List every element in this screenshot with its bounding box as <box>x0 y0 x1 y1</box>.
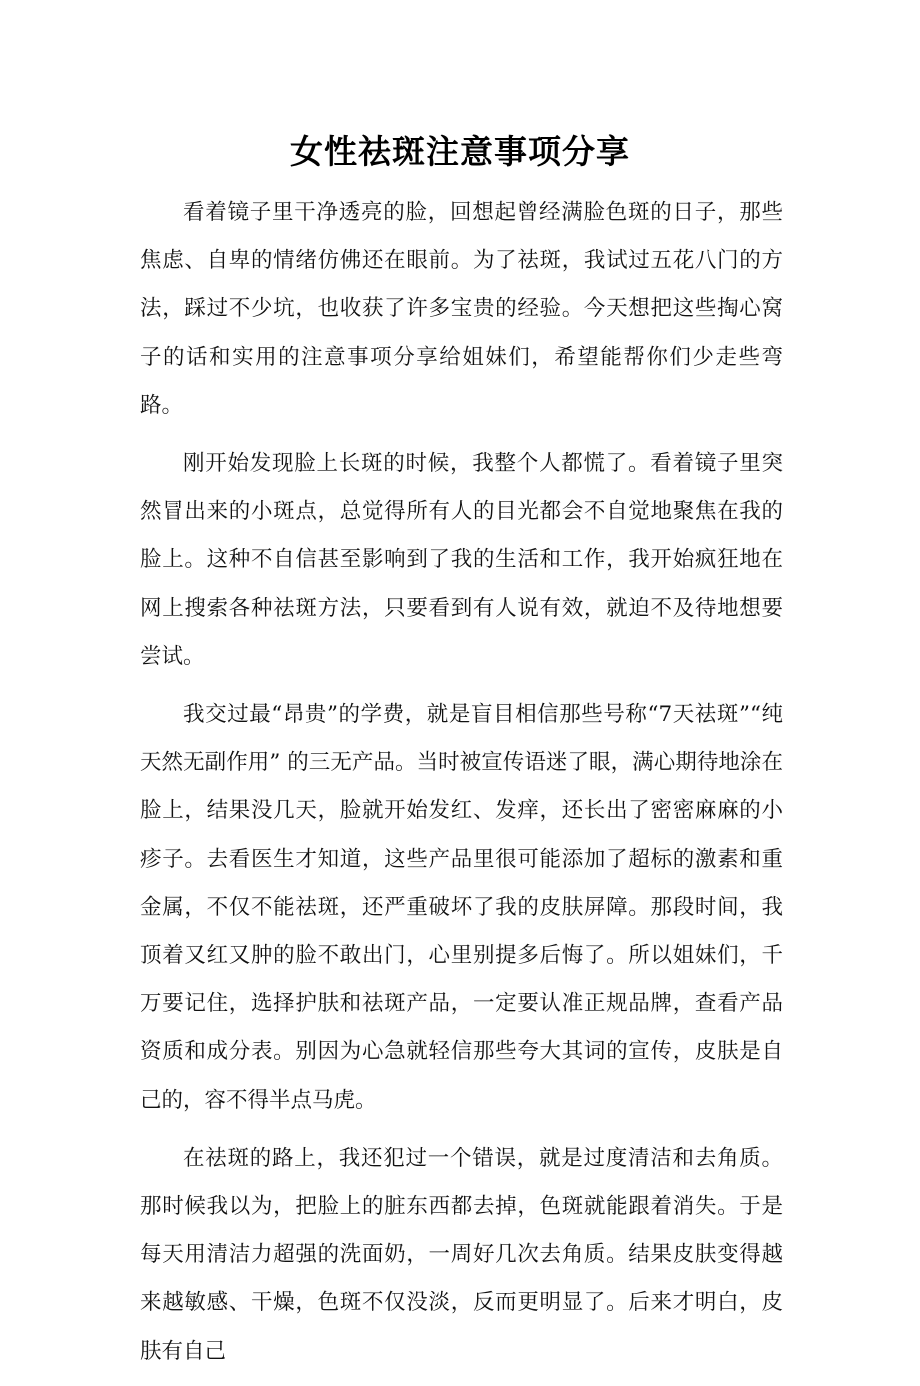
document-body <box>140 189 783 1386</box>
paragraph-4: 在祛斑的路上，我还犯过一个错误，就是过度清洁和去角质。那时候我以为，把脸上的脏东西都去掉，色斑就能跟着消失。于是每天用清洁力超强的洗面奶，一周好几次去角质。结果皮肤变得越来越敏感、干燥，色斑不仅没淡，反而更明显了。后来才明白，皮肤有自己 <box>140 1145 783 1364</box>
paragraph-2: 刚开始发现脸上长斑的时候，我整个人都慌了。看着镜子里突然冒出来的小斑点，总觉得所有人的目光都会不自觉地聚焦在我的脸上。这种不自信甚至影响到了我的生活和工作，我开始疯狂地在网上搜索各种祛斑方法，只要看到有人说有效，就迫不及待地想要尝试。 <box>140 451 783 669</box>
paragraph-3: 我交过最“昂贵”的学费，就是盲目相信那些号称“7天祛斑”“纯天然无副作用” 的三无产品。当时被宣传语迷了眼，满心期待地涂在脸上，结果没几天，脸就开始发红、发痒，还长出了密密麻麻的小疹子。去看医生才知道，这些产品里很可能添加了超标的激素和重金属，不仅不能祛斑，还严重破坏了我的皮肤屏障。那段时间，我顶着又红又肿的脸不敢出门，心里别提多后悔了。所以姐妹们，千万要记住，选择护肤和祛斑产品，一定要认准正规品牌，查看产品资质和成分表。别因为心急就轻信那些夸大其词的宣传，皮肤是自己的，容不得半点马虎。 <box>140 702 783 1113</box>
document-title: 女性祛斑注意事项分享 <box>290 132 630 171</box>
paragraph-1: 看着镜子里干净透亮的脸，回想起曾经满脸色斑的日子，那些焦虑、自卑的情绪仿佛还在眼前。为了祛斑，我试过五花八门的方法，踩过不少坑，也收获了许多宝贵的经验。今天想把这些掏心窝子的话和实用的注意事项分享给姐妹们，希望能帮你们少走些弯路。 <box>140 200 783 418</box>
